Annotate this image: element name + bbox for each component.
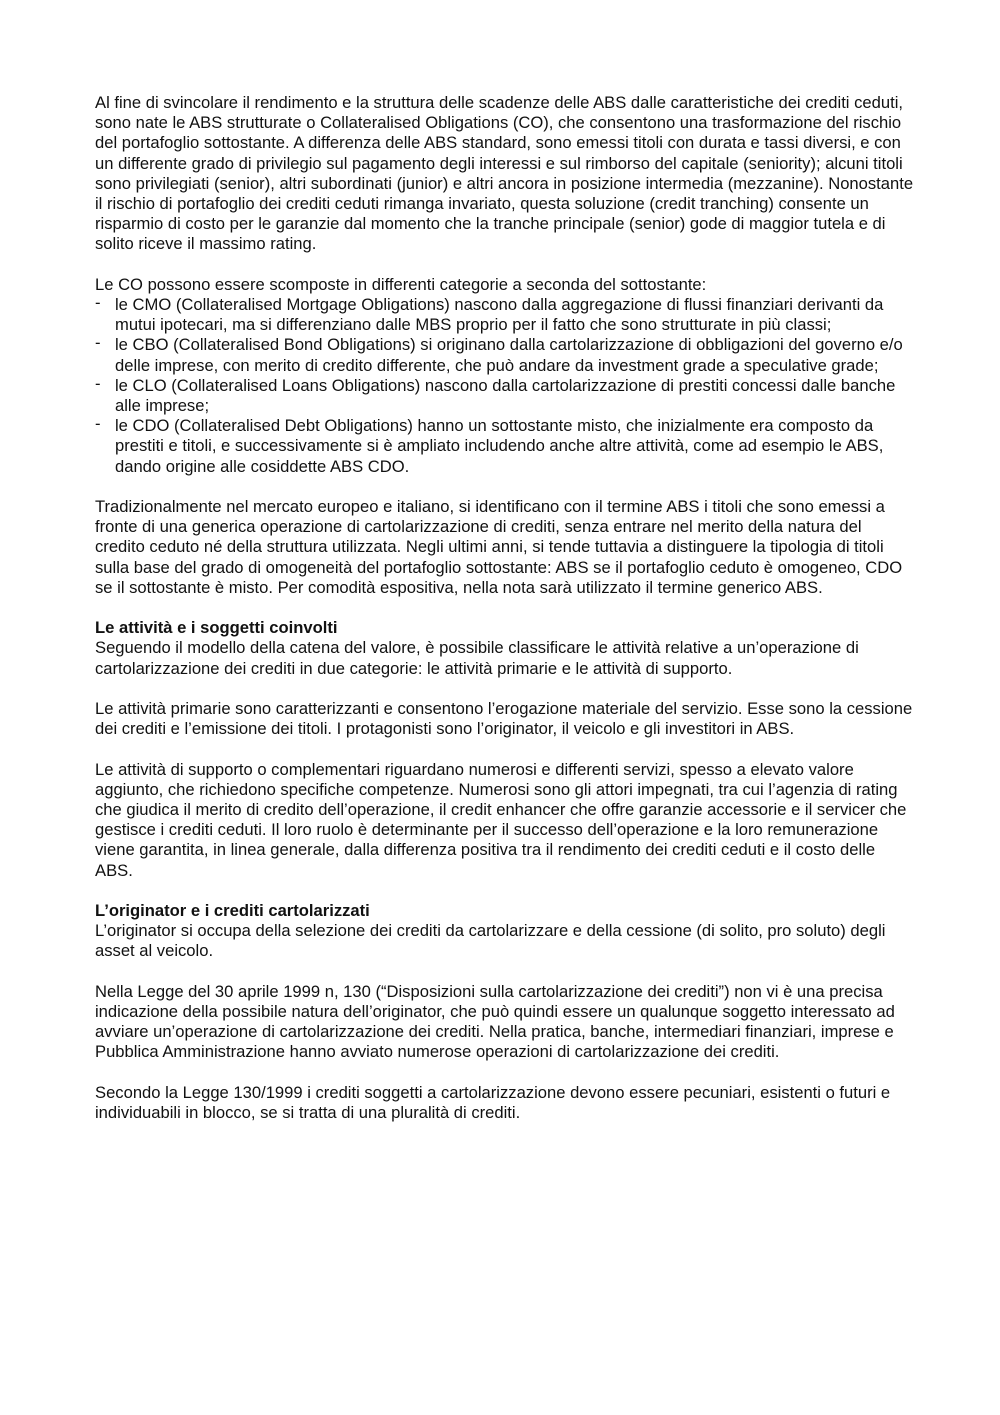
heading-originator: L’originator e i crediti cartolarizzati [95, 901, 370, 921]
list-item-clo: - le CLO (Collateralised Loans Obligations) nascono dalla cartolarizzazione di prestiti concessi dalle banche alle imprese; [95, 376, 915, 416]
paragraph-co-intro: Le CO possono essere scomposte in differenti categorie a seconda del sottostante: [95, 274, 707, 294]
list-item-cbo: - le CBO (Collateralised Bond Obligations) si originano dalla cartolarizzazione di obbligazioni del governo e/o delle imprese, con merito di credito differente, che può andare da investment grade a speculative grade; [95, 335, 915, 375]
paragraph-credit-requirements: Secondo la Legge 130/1999 i crediti soggetti a cartolarizzazione devono essere pecuniari, esistenti o futuri e individuabili in blocco, se si tratta di una pluralità di crediti. [95, 1082, 891, 1123]
document-page [95, 93, 915, 1143]
list-item-cmo: - le CMO (Collateralised Mortgage Obligations) nascono dalla aggregazione di flussi finanziari derivanti da mutui ipotecari, ma si differenziano dalle MBS proprio per il fatto che sono strutturate in più classi; [95, 295, 915, 335]
paragraph-primary-activities: Le attività primarie sono caratterizzanti e consentono l’erogazione materiale del servizio. Esse sono la cessione dei crediti e l’emissione dei titoli. I protagonisti sono l’originator, il veicolo e gli investitori in ABS. [95, 699, 913, 739]
list-item-cdo: - le CDO (Collateralised Debt Obligations) hanno un sottostante misto, che inizialmente era composto da prestiti e titoli, e successivamente si è ampliato includendo anche altre attività, come ad esempio le ABS, dando origine alle cosiddette ABS CDO. [95, 416, 915, 477]
paragraph-value-chain: Seguendo il modello della catena del valore, è possibile classificare le attività relative a un’operazione di cartolarizzazione dei crediti in due categorie: le attività primarie e le attività di supporto. [95, 638, 859, 678]
paragraph-support-activities: Le attività di supporto o complementari riguardano numerosi e differenti servizi, spesso a elevato valore aggiunto, che richiedono specifiche competenze. Numerosi sono gli attori impegnati, tra cui l’agenzia di rating che giudica il merito di credito dell’operazione, il credit enhancer che offre garanzie accessorie e il servicer che gestisce i crediti ceduti. Il loro ruolo è determinante per il successo dell’operazione e la loro remunerazione viene garantita, in linea generale, dalla differenza positiva tra il rendimento dei crediti ceduti e il costo delle ABS. [95, 759, 907, 880]
section-activities [95, 618, 915, 679]
paragraph-law-130: Nella Legge del 30 aprile 1999 n, 130 (“Disposizioni sulla cartolarizzazione dei crediti”) non vi è una precisa indicazione della possibile natura dell’originator, che può quindi essere un qualunque soggetto interessato ad avviare un’operazione di cartolarizzazione dei crediti. Nella pratica, banche, intermediari finanziari, imprese e Pubblica Amministrazione hanno avviato numerose operazioni di cartolarizzazione dei crediti. [95, 981, 895, 1062]
section-originator [95, 901, 915, 962]
heading-activities: Le attività e i soggetti coinvolti [95, 618, 338, 638]
co-categories-section [95, 275, 915, 477]
paragraph-abs-terminology: Tradizionalmente nel mercato europeo e italiano, si identificano con il termine ABS i titoli che sono emessi a fronte di una generica operazione di cartolarizzazione di crediti, senza entrare nel merito della natura del credito ceduto né della struttura utilizzata. Negli ultimi anni, si tende tuttavia a distinguere la tipologia di titoli sulla base del grado di omogeneità del portafoglio sottostante: ABS se il portafoglio ceduto è omogeneo, CDO se il sottostante è misto. Per comodità espositiva, nella nota sarà utilizzato il termine generico ABS. [95, 497, 903, 597]
paragraph-structured-abs: Al fine di svincolare il rendimento e la struttura delle scadenze delle ABS dalle caratteristiche dei crediti ceduti, sono nate le ABS strutturate o Collateralised Obligations (CO), che consentono una trasformazione del rischio del portafoglio sottostante. A differenza delle ABS standard, sono emessi titoli con durata e tassi diversi, e con un differente grado di privilegio sul pagamento degli interessi e sul rimborso del capitale (seniority); alcuni titoli sono privilegiati (senior), altri subordinati (junior) e altri ancora in posizione intermedia (mezzanine). Nonostante il rischio di portafoglio dei crediti ceduti rimanga invariato, questa soluzione (credit tranching) consente un risparmio di costo per le garanzie dal momento che la tranche principale (senior) gode di maggior tutela e di solito riceve il massimo rating. [95, 93, 914, 254]
paragraph-originator-role: L’originator si occupa della selezione dei crediti da cartolarizzare e della cessione (di solito, pro soluto) degli asset al veicolo. [95, 921, 886, 961]
co-category-list [95, 295, 915, 477]
